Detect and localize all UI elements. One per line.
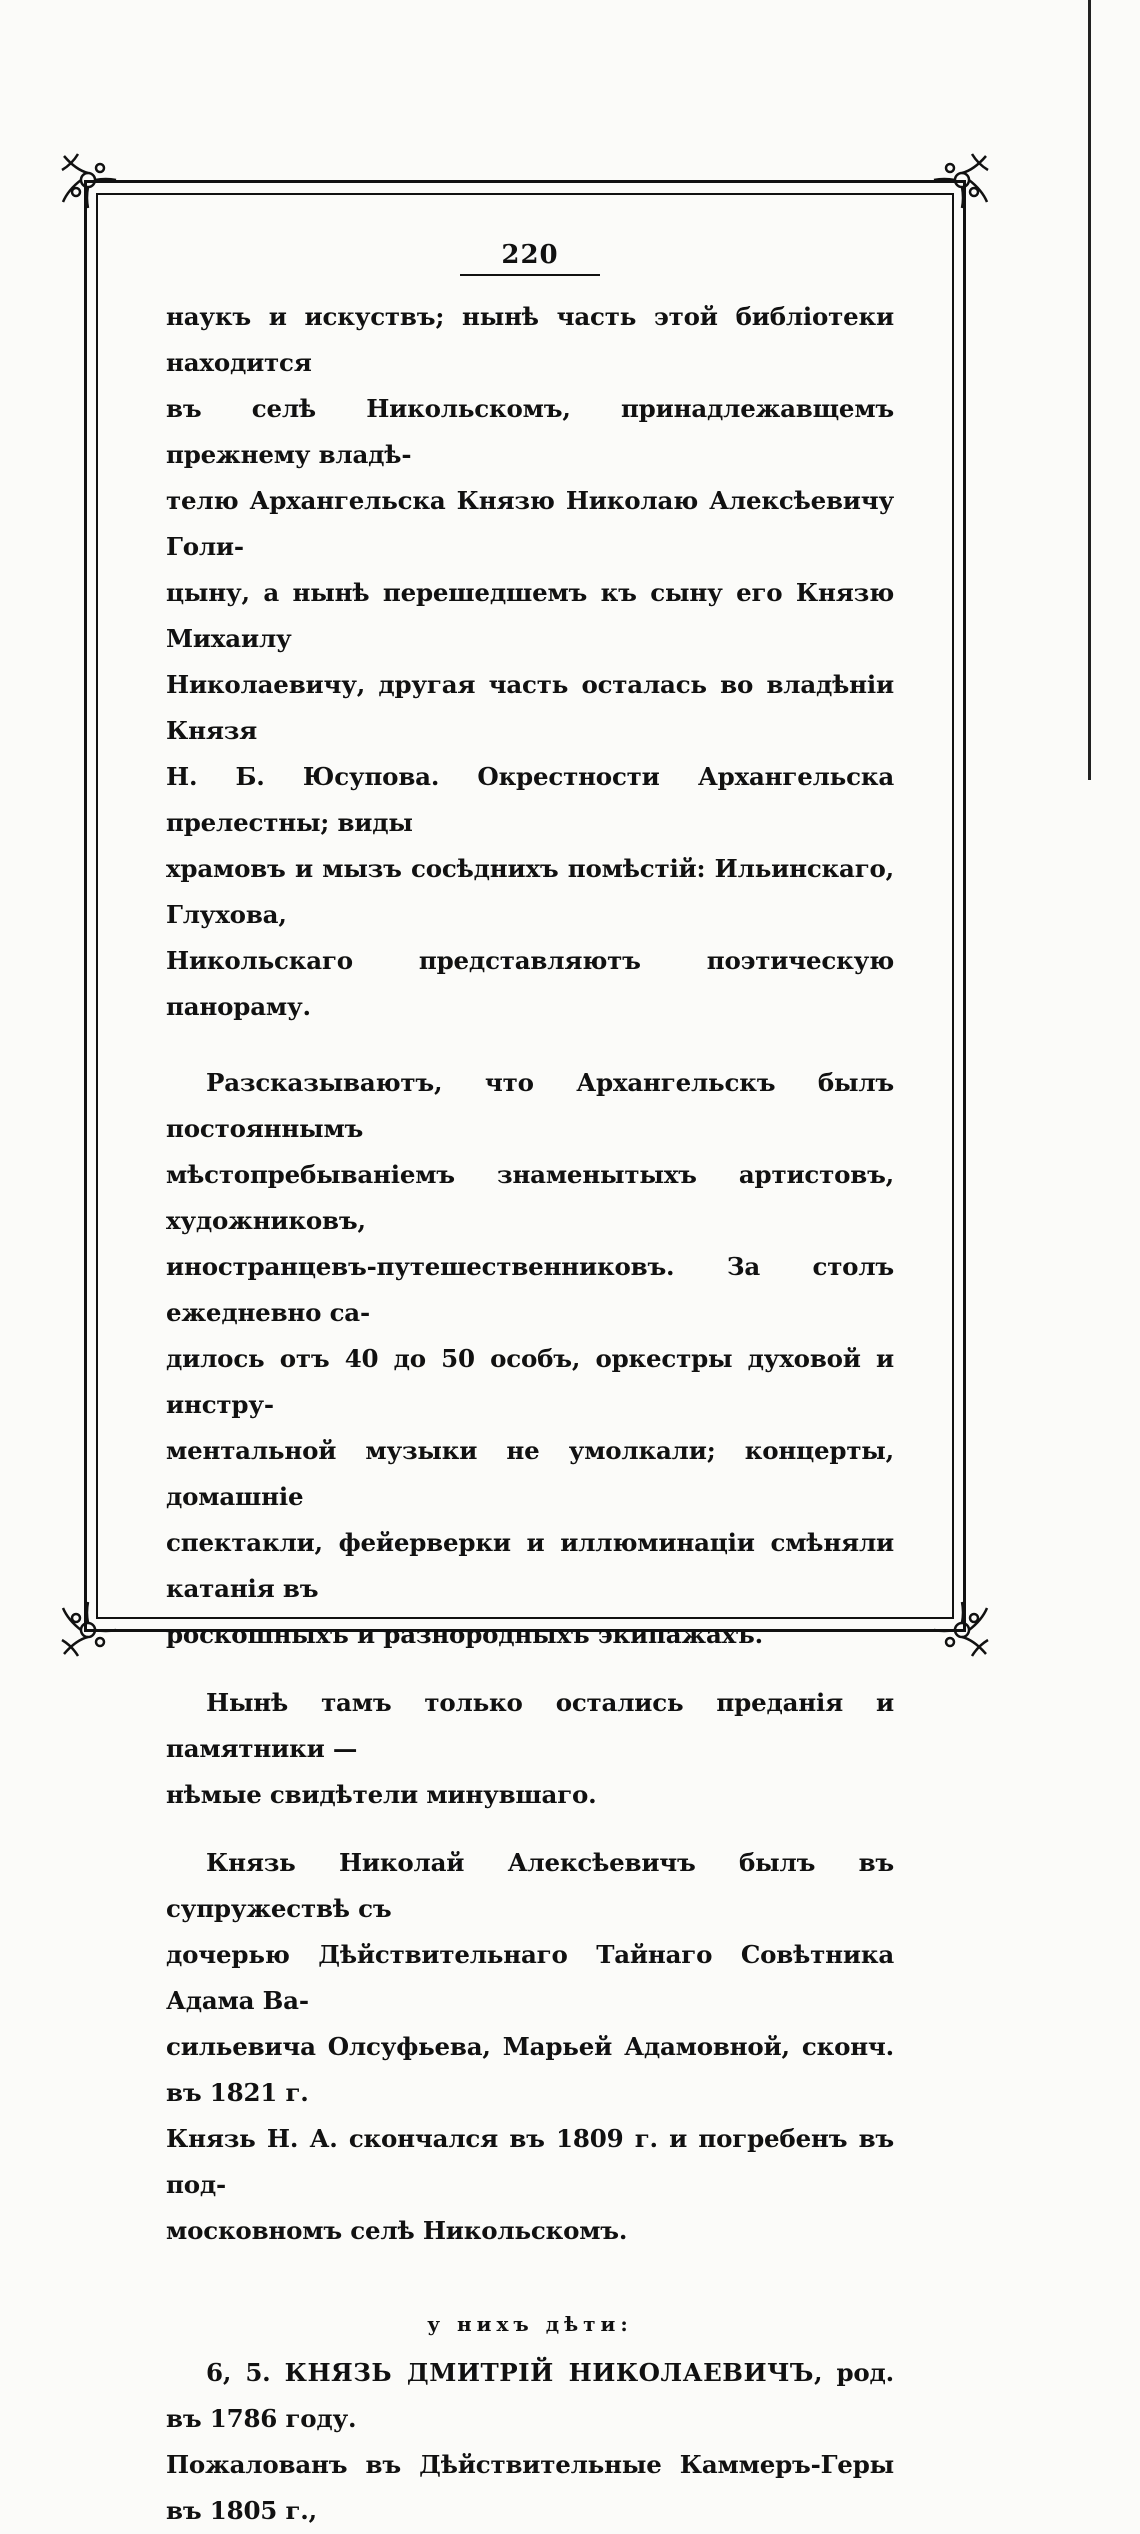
- text-line: нѣмые свидѣтели минувшаго.: [166, 1780, 597, 1809]
- text-line: московномъ селѣ Никольскомъ.: [166, 2216, 628, 2245]
- page-content: [166, 240, 894, 2534]
- text-line: иностранцевъ-путешественниковъ. За столъ ежедневно са-: [166, 1252, 894, 1327]
- entry-name: КНЯЗЬ ДМИТРІЙ НИКОЛАЕВИЧЪ: [284, 2358, 814, 2387]
- text-line: дилось отъ 40 до 50 особъ, оркестры духовой и инстру-: [166, 1344, 894, 1419]
- paragraph-1: [166, 294, 894, 1030]
- text-line: въ селѣ Никольскомъ, принадлежавщемъ прежнему владѣ-: [166, 394, 894, 469]
- corner-ornament-icon: [932, 150, 992, 210]
- text-line: Нынѣ тамъ только остались преданія и памятники —: [166, 1688, 894, 1763]
- corner-ornament-icon: [58, 1600, 118, 1660]
- paragraph-3: [166, 1680, 894, 1818]
- text-line: сильевича Олсуфьева, Марьей Адамовной, сконч. въ 1821 г.: [166, 2032, 894, 2107]
- text-line: храмовъ и мызъ сосѣднихъ помѣстій: Ильинскаго, Глухова,: [166, 854, 894, 929]
- text-line: наукъ и искуствъ; нынѣ часть этой библіотеки находится: [166, 302, 894, 377]
- corner-ornament-icon: [58, 150, 118, 210]
- genealogy-entry: [166, 2350, 894, 2534]
- text-line: Князь Николай Алексѣевичъ былъ въ супружествѣ съ: [166, 1848, 894, 1923]
- entry-line-1: [166, 2350, 894, 2442]
- text-line: ментальной музыки не умолкали; концерты, домашніе: [166, 1436, 894, 1511]
- corner-ornament-icon: [932, 1600, 992, 1660]
- children-heading: у нихъ дѣти:: [427, 2312, 633, 2336]
- text-line: телю Архангельска Князю Николаю Алексѣевичу Голи-: [166, 486, 894, 561]
- text-line: Разсказываютъ, что Архангельскъ былъ постояннымъ: [166, 1068, 894, 1143]
- entry-number: 6, 5.: [206, 2358, 271, 2387]
- text-line: Никольскаго представляютъ поэтическую панораму.: [166, 946, 894, 1021]
- entry-line-2: Пожалованъ въ Дѣйствительные Каммеръ-Геры въ 1805 г.,: [166, 2450, 894, 2525]
- page-edge-line: [1088, 0, 1091, 780]
- text-line: Князь Н. А. скончался въ 1809 г. и погребенъ въ под-: [166, 2124, 894, 2199]
- paragraph-2: [166, 1060, 894, 1658]
- text-line: дочерью Дѣйствительнаго Тайнаго Совѣтника Адама Ва-: [166, 1940, 894, 2015]
- text-line: мѣстопребываніемъ знаменытыхъ артистовъ, художниковъ,: [166, 1160, 894, 1235]
- paragraph-4: [166, 1840, 894, 2254]
- text-line: роскошныхъ и разнородныхъ экипажахъ.: [166, 1620, 763, 1649]
- text-line: спектакли, фейерверки и иллюминаціи смѣняли катанія въ: [166, 1528, 894, 1603]
- text-line: Н. Б. Юсупова. Окрестности Архангельска прелестны; виды: [166, 762, 894, 837]
- text-line: цыну, а нынѣ перешедшемъ къ сыну его Князю Михаилу: [166, 578, 894, 653]
- entry-born: , род. въ 1786 году.: [166, 2358, 894, 2433]
- page-number: 220: [460, 240, 600, 276]
- text-line: Николаевичу, другая часть осталась во владѣніи Князя: [166, 670, 894, 745]
